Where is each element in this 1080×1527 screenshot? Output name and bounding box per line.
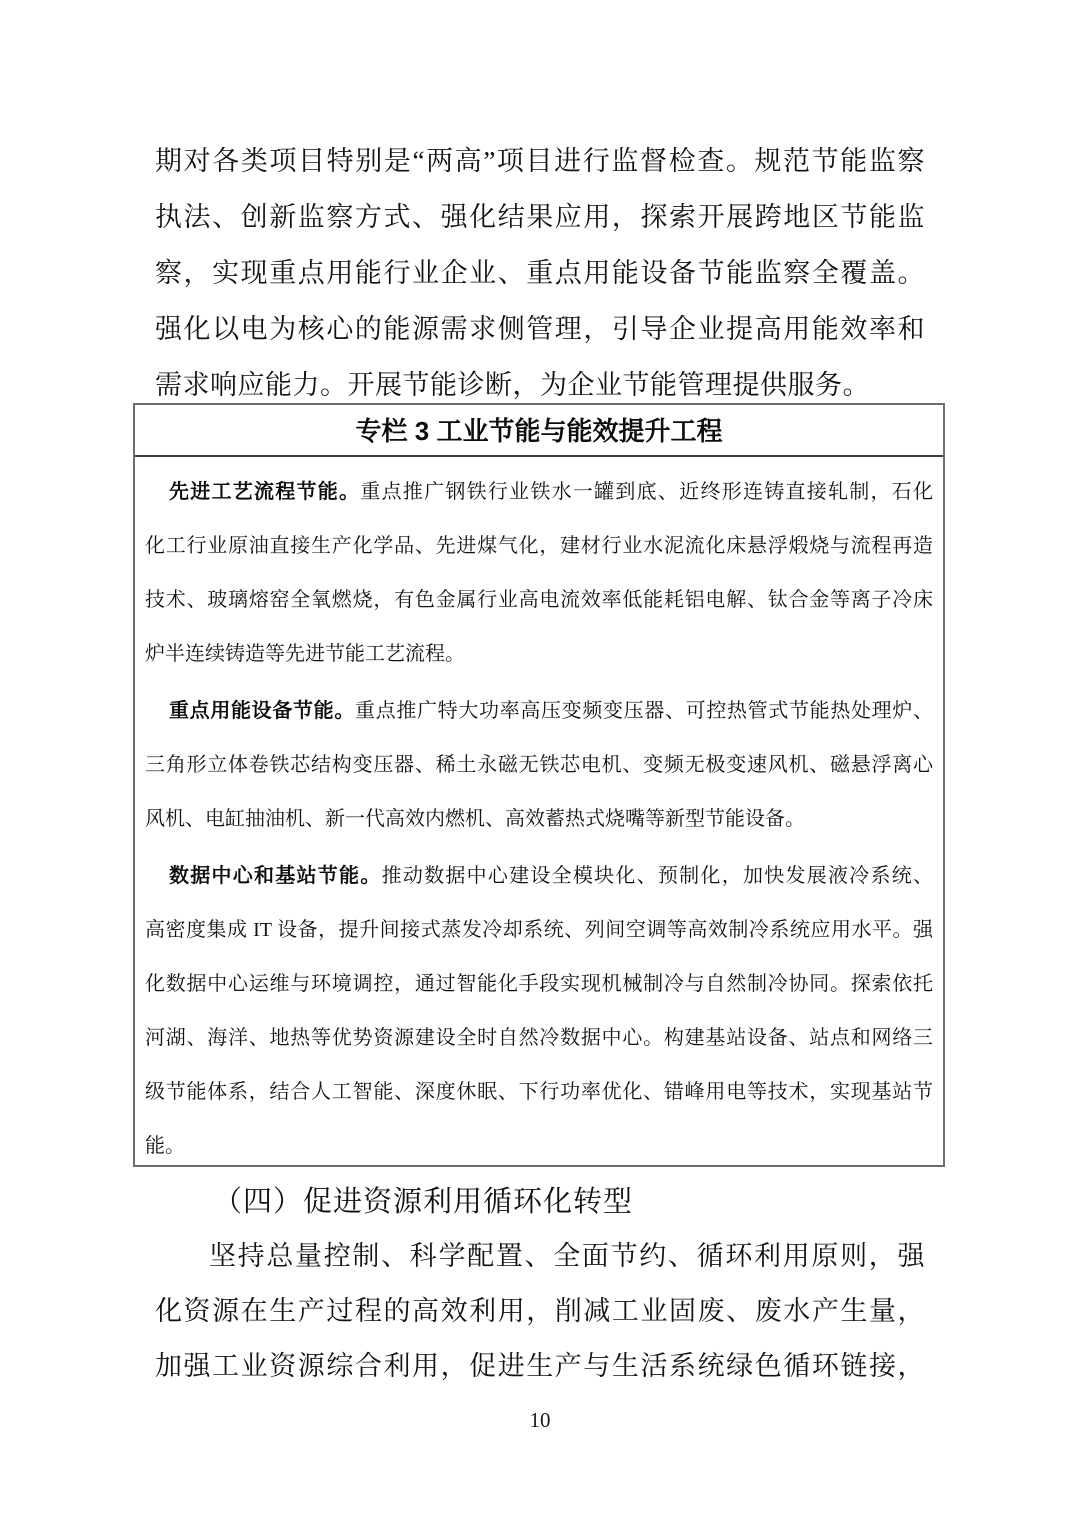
- body-text-line: 期对各类项目特别是“两高”项目进行监督检查。规范节能监察: [155, 146, 925, 176]
- box-text-line: 能。: [145, 1135, 185, 1157]
- box-paragraph-lead: 重点用能设备节能。: [169, 700, 355, 722]
- intro-paragraph: [155, 133, 925, 413]
- feature-box-title: 专栏 3 工业节能与能效提升工程: [355, 416, 723, 446]
- box-text-line: 级节能体系，结合人工智能、深度休眠、下行功率优化、错峰用电等技术，实现基站节: [145, 1081, 933, 1103]
- box-paragraph-lead: 先进工艺流程节能。: [169, 481, 361, 503]
- body-text-line: 强化以电为核心的能源需求侧管理，引导企业提高用能效率和: [155, 314, 925, 344]
- box-text-line: 技术、玻璃熔窑全氧燃烧，有色金属行业高电流效率低能耗铝电解、钛合金等离子冷床: [145, 589, 933, 611]
- body-text-line: 需求响应能力。开展节能诊断，为企业节能管理提供服务。: [155, 370, 870, 400]
- feature-box: [133, 403, 945, 1167]
- box-paragraph-lead: 数据中心和基站节能。: [169, 865, 382, 887]
- box-text-line: 先进工艺流程节能。重点推广钢铁行业铁水一罐到底、近终形连铸直接轧制，石化: [169, 481, 934, 503]
- box-text-line: 三角形立体卷铁芯结构变压器、稀土永磁无铁芯电机、变频无极变速风机、磁悬浮离心: [145, 754, 933, 776]
- body-text-line: 察，实现重点用能行业企业、重点用能设备节能监察全覆盖。: [155, 258, 925, 288]
- box-text-line: 炉半连续铸造等先进节能工艺流程。: [145, 643, 465, 665]
- section: [155, 1175, 925, 1394]
- box-text-line: 重点用能设备节能。重点推广特大功率高压变频变压器、可控热管式节能热处理炉、: [169, 700, 933, 722]
- box-text-line: 高密度集成 IT 设备，提升间接式蒸发冷却系统、列间空调等高效制冷系统应用水平。强: [145, 919, 933, 941]
- body-text-line: 执法、创新监察方式、强化结果应用，探索开展跨地区节能监: [155, 202, 925, 232]
- body-text-line: 加强工业资源综合利用，促进生产与生活系统绿色循环链接，: [155, 1351, 925, 1381]
- section-paragraph: [155, 1229, 925, 1394]
- page-number: 10: [529, 1408, 551, 1432]
- box-text-line: 化数据中心运维与环境调控，通过智能化手段实现机械制冷与自然制冷协同。探索依托: [145, 973, 933, 995]
- feature-box-header: [135, 405, 943, 457]
- box-text-line: 化工行业原油直接生产化学品、先进煤气化，建材行业水泥流化床悬浮煅烧与流程再造: [145, 535, 933, 557]
- box-paragraph: [145, 684, 933, 846]
- box-text-line: 数据中心和基站节能。推动数据中心建设全模块化、预制化，加快发展液冷系统、: [169, 865, 934, 887]
- body-text-line: 化资源在生产过程的高效利用，削减工业固废、废水产生量，: [155, 1296, 925, 1326]
- box-paragraph: [145, 849, 933, 1173]
- section-heading: （四）促进资源利用循环化转型: [213, 1186, 634, 1218]
- box-text-line: 风机、电缸抽油机、新一代高效内燃机、高效蓄热式烧嘴等新型节能设备。: [145, 808, 805, 830]
- body-text-line: 坚持总量控制、科学配置、全面节约、循环利用原则，强: [209, 1241, 925, 1271]
- box-text-line: 河湖、海洋、地热等优势资源建设全时自然冷数据中心。构建基站设备、站点和网络三: [145, 1027, 933, 1049]
- feature-box-content: [135, 457, 943, 1173]
- box-paragraph: [145, 465, 933, 681]
